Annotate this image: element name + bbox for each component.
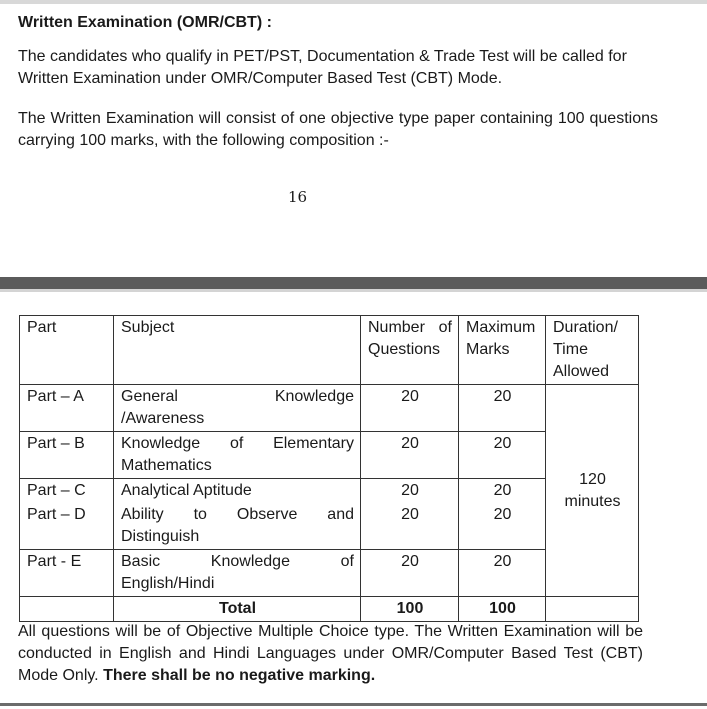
no-negative-marking-note: There shall be no negative marking. xyxy=(103,667,376,684)
composition-table xyxy=(19,315,639,622)
row-questions: 20 xyxy=(361,479,459,504)
intro-paragraph xyxy=(18,46,658,90)
row-marks: 20 xyxy=(459,479,546,504)
header-questions: Number of Questions xyxy=(361,316,459,385)
row-part: Part – A xyxy=(20,385,114,432)
row-subject: General Knowledge /Awareness xyxy=(114,385,361,432)
table-row xyxy=(20,385,639,432)
row-marks: 20 xyxy=(459,503,546,550)
paragraph-2: The Written Examination will consist of one objective type paper containing 100 questions carrying 100 marks, with the following composition :- xyxy=(18,110,658,149)
row-questions: 20 xyxy=(361,385,459,432)
table-total-row xyxy=(20,597,639,622)
paragraph-3 xyxy=(18,621,643,687)
top-divider xyxy=(0,0,707,4)
row-subject: Basic Knowledge of English/Hindi xyxy=(114,550,361,597)
row-marks: 20 xyxy=(459,385,546,432)
page-number: 16 xyxy=(288,188,308,206)
total-questions: 100 xyxy=(361,597,459,622)
bottom-divider xyxy=(0,703,707,706)
page-break-shadow xyxy=(0,289,707,292)
total-marks: 100 xyxy=(459,597,546,622)
page-break-bar xyxy=(0,277,707,289)
header-part: Part xyxy=(20,316,114,385)
total-empty-cell xyxy=(20,597,114,622)
paragraph-1: The candidates who qualify in PET/PST, Documentation & Trade Test will be called for Written Examination under OMR/Computer Based Test (CBT) Mode. xyxy=(18,48,627,87)
duration-cell: 120 minutes xyxy=(546,385,639,597)
header-subject: Subject xyxy=(114,316,361,385)
paragraph-3-text: All questions will be of Objective Multiple Choice type. The Written Examination will be conducted in English and Hindi Languages under OMR/Computer Based Test (CBT) Mode Only. xyxy=(18,623,643,684)
total-duration-empty xyxy=(546,597,639,622)
row-part: Part – B xyxy=(20,432,114,479)
row-subject: Knowledge of Elementary Mathematics xyxy=(114,432,361,479)
row-questions: 20 xyxy=(361,503,459,550)
section-heading: Written Examination (OMR/CBT) : xyxy=(18,14,272,31)
row-subject: Ability to Observe and Distinguish xyxy=(114,503,361,550)
header-marks: Maximum Marks xyxy=(459,316,546,385)
total-label: Total xyxy=(114,597,361,622)
row-questions: 20 xyxy=(361,550,459,597)
closing-paragraph xyxy=(18,621,643,687)
header-duration: Duration/ Time Allowed xyxy=(546,316,639,385)
row-marks: 20 xyxy=(459,550,546,597)
row-questions: 20 xyxy=(361,432,459,479)
table-header-row xyxy=(20,316,639,385)
row-part: Part – D xyxy=(20,503,114,550)
row-marks: 20 xyxy=(459,432,546,479)
row-subject: Analytical Aptitude xyxy=(114,479,361,504)
row-part: Part - E xyxy=(20,550,114,597)
row-part: Part – C xyxy=(20,479,114,504)
composition-paragraph xyxy=(18,108,658,152)
